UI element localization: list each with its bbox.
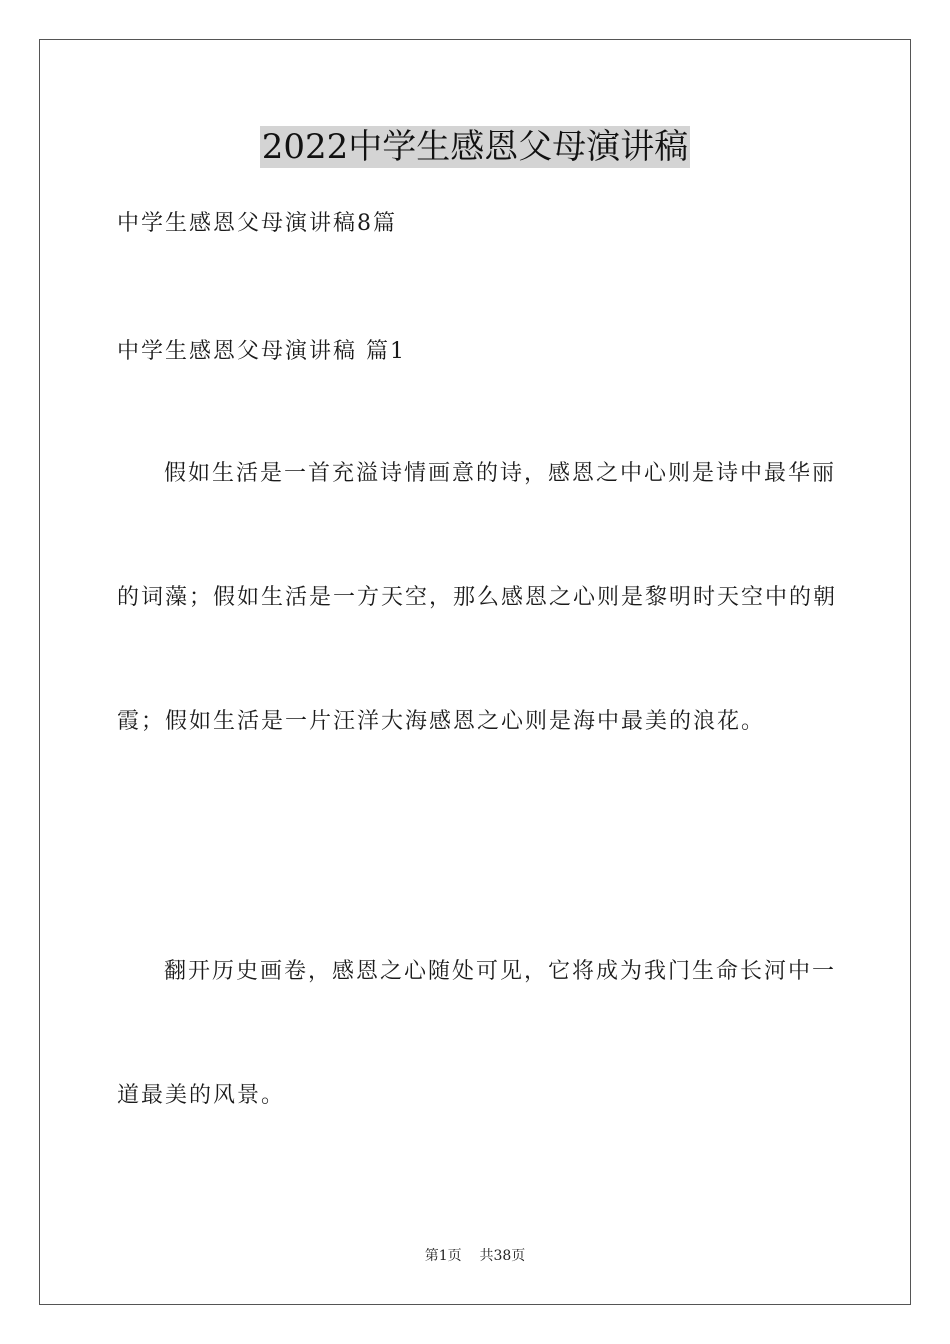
section-heading: 中学生感恩父母演讲稿 篇1: [117, 339, 406, 364]
paragraph-2-line-2: 道最美的风景。: [117, 1083, 286, 1108]
page-total: 共38页: [479, 1248, 526, 1264]
paragraph-1-line-3: 霞；假如生活是一片汪洋大海感恩之心则是海中最美的浪花。: [117, 709, 766, 734]
page-number: 第1页: [424, 1248, 462, 1264]
page-footer: [0, 1247, 950, 1265]
title-container: [0, 126, 950, 168]
paragraph-2-line-1: 翻开历史画卷，感恩之心随处可见，它将成为我门生命长河中一: [164, 959, 837, 984]
document-subtitle: 中学生感恩父母演讲稿8篇: [117, 211, 397, 236]
paragraph-1-line-1: 假如生活是一首充溢诗情画意的诗，感恩之中心则是诗中最华丽: [164, 461, 837, 486]
paragraph-1-line-2: 的词藻；假如生活是一方天空，那么感恩之心则是黎明时天空中的朝: [117, 585, 838, 610]
document-title: 2022中学生感恩父母演讲稿: [261, 127, 689, 167]
